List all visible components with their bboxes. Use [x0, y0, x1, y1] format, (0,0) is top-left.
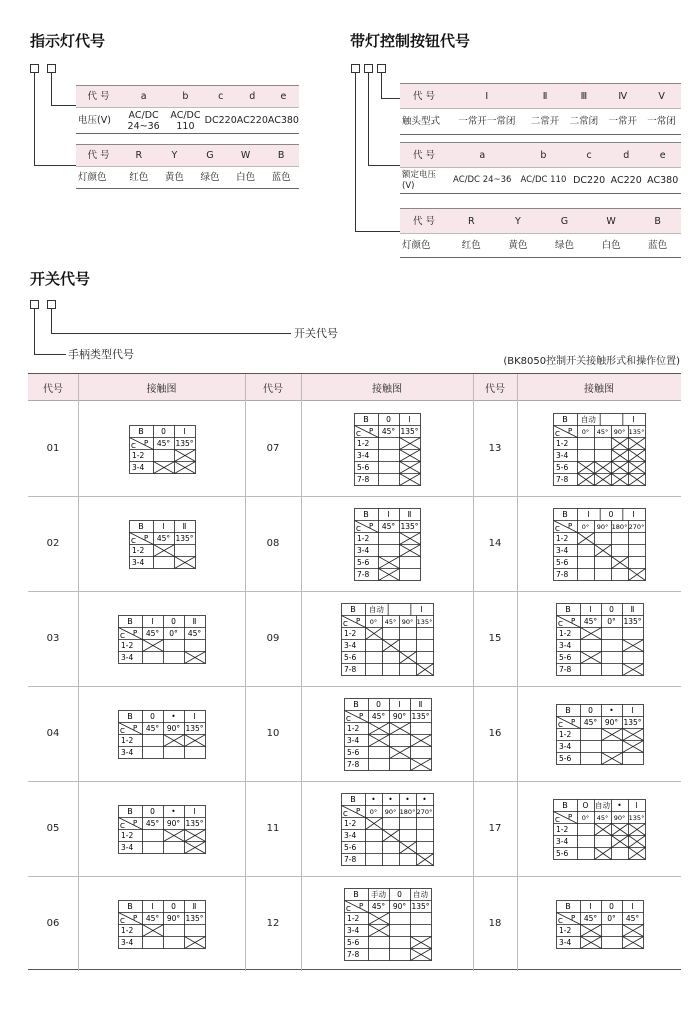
diagram-label: 5-6 — [357, 557, 370, 567]
diagram-label: C — [555, 429, 560, 438]
contact-diagram — [556, 603, 644, 676]
diagram-label: 0 — [150, 711, 155, 721]
diagram-label: 180° — [399, 807, 416, 816]
diagram-label: 45° — [145, 818, 160, 828]
diagram-label: 手动 — [370, 889, 386, 899]
diagram-label: P — [143, 438, 148, 447]
diagram-label: 5-6 — [346, 937, 359, 947]
diagram-label: 135° — [185, 723, 204, 733]
button-contact-table: 代 号 Ⅰ Ⅱ Ⅲ Ⅳ Ⅴ 触头型式 一常开一常闭 二常开 二常闭 一常开 一常闭 — [400, 83, 681, 135]
diagram-label: 3-4 — [131, 557, 144, 567]
diagram-label: 5-6 — [558, 652, 571, 662]
diagram-label: 5-6 — [346, 747, 359, 757]
diagram-label: 1-2 — [558, 628, 571, 638]
switch-code: 17 — [488, 822, 502, 834]
diagram-label: 0 — [587, 705, 593, 715]
diagram-label: Ⅰ — [632, 414, 635, 424]
diagram-label: 1-2 — [346, 913, 359, 923]
diagram-label: C — [557, 720, 563, 729]
diagram-label: 1-2 — [131, 545, 144, 555]
diagram-label: 5-6 — [344, 842, 357, 852]
diagram-label: P — [133, 723, 138, 732]
diagram-label: 7-8 — [556, 474, 569, 484]
diagram-label: 0° — [581, 813, 590, 822]
diagram-label: Ⅰ — [397, 699, 401, 709]
diagram-label: C — [130, 536, 136, 545]
diagram-label: C — [557, 619, 563, 628]
diagram-label: Ⅰ — [632, 509, 635, 519]
diagram-label: Ⅰ — [588, 604, 592, 614]
diagram-label: • — [171, 711, 176, 721]
diagram-label: 7-8 — [344, 664, 357, 674]
diagram-label: B — [352, 699, 359, 709]
diagram-label: Ⅰ — [387, 509, 390, 519]
diagram-label: B — [127, 901, 133, 911]
code-box — [30, 64, 39, 73]
switch-code: 16 — [488, 727, 502, 739]
diagram-label: 5-6 — [344, 652, 357, 662]
diagram-label: 1-2 — [556, 438, 569, 448]
switch-code: 05 — [46, 822, 60, 834]
diagram-label: 3-4 — [121, 747, 134, 757]
diagram-label: 1-2 — [357, 438, 370, 448]
contact-diagram — [118, 805, 206, 854]
diagram-label: 135° — [416, 617, 433, 626]
diagram-label: B — [564, 604, 571, 614]
diagram-label: 45° — [371, 711, 385, 721]
contact-diagram — [129, 425, 196, 474]
diagram-label: 3-4 — [558, 640, 571, 650]
diagram-label: 0 — [160, 426, 166, 436]
diagram-label: B — [352, 889, 359, 899]
diagram-label: C — [557, 916, 563, 925]
diagram-label: 45° — [596, 813, 609, 822]
diagram-label: P — [369, 426, 374, 435]
diagram-label: B — [350, 794, 356, 804]
diagram-label: Ⅰ — [630, 705, 634, 715]
diagram-label: 45° — [371, 901, 385, 911]
contact-diagram — [118, 900, 206, 949]
contact-diagram — [553, 413, 646, 486]
switch-code: 15 — [488, 632, 502, 644]
diagram-label: 90° — [596, 522, 609, 531]
diagram-label: 135° — [410, 711, 430, 721]
diagram-label: 45° — [384, 617, 397, 626]
switch-code: 06 — [46, 917, 60, 929]
diagram-label: 45° — [625, 913, 639, 923]
diagram-label: B — [564, 705, 571, 715]
contact-diagram — [341, 793, 434, 866]
diagram-label: C — [356, 524, 361, 533]
diagram-label: 90° — [613, 813, 626, 822]
diagram-label: 45° — [583, 717, 597, 727]
diagram-label: • — [608, 705, 614, 715]
switch-code: 07 — [266, 442, 280, 454]
diagram-label: 0 — [150, 806, 155, 816]
contact-diagram — [354, 508, 421, 581]
diagram-label: P — [570, 616, 575, 625]
diagram-label: Ⅰ — [151, 616, 154, 626]
diagram-label: 90° — [166, 723, 181, 733]
diagram-label: 3-4 — [558, 741, 571, 751]
button-voltage-table: 代 号 a b c d e 额定电压(V) AC/DC 24~36 AC/DC 110 DC220 AC220 AC380 — [400, 142, 681, 194]
diagram-label: Ⅱ — [418, 699, 422, 709]
diagram-label: 135° — [185, 818, 204, 828]
switch-code: 09 — [266, 632, 280, 644]
switch-code: 13 — [488, 442, 502, 454]
diagram-label: 135° — [628, 427, 645, 436]
diagram-label: 45° — [583, 616, 597, 626]
column-header-diagram: 接触图 — [78, 374, 245, 401]
switch-contact-table — [28, 373, 681, 970]
diagram-label: • — [422, 794, 427, 804]
diagram-label: 1-2 — [121, 830, 134, 840]
diagram-label: Ⅰ — [630, 901, 634, 911]
code-box — [47, 300, 56, 309]
diagram-label: 3-4 — [556, 836, 569, 846]
switch-code: 10 — [266, 727, 280, 739]
switch-code: 01 — [46, 442, 60, 454]
diagram-label: 0 — [608, 901, 614, 911]
column-header-code: 代号 — [473, 374, 517, 401]
diagram-label: P — [133, 628, 138, 637]
indicator-color-table: 代 号 R Y G W B 灯颜色 红色 黄色 绿色 白色 蓝色 — [76, 144, 299, 189]
diagram-label: 1-2 — [121, 925, 134, 935]
diagram-label: P — [358, 711, 363, 720]
diagram-label: B — [137, 521, 144, 531]
diagram-label: 90° — [401, 617, 414, 626]
diagram-label: B — [564, 901, 571, 911]
diagram-label: P — [356, 806, 361, 815]
contact-diagram — [344, 698, 432, 771]
diagram-label: P — [568, 812, 573, 821]
diagram-label: C — [345, 714, 351, 723]
diagram-label: P — [356, 616, 361, 625]
diagram-label: 1-2 — [131, 450, 144, 460]
section-title-indicator: 指示灯代号 — [30, 32, 106, 50]
contact-diagram — [553, 799, 646, 860]
switch-code: 11 — [266, 822, 280, 834]
diagram-label: C — [555, 815, 560, 824]
column-header-code: 代号 — [245, 374, 301, 401]
diagram-label: 3-4 — [121, 652, 134, 662]
diagram-label: 3-4 — [558, 937, 571, 947]
diagram-label: 45° — [381, 426, 396, 436]
diagram-label: 45° — [381, 521, 396, 531]
diagram-label: C — [356, 429, 361, 438]
diagram-label: C — [120, 631, 125, 640]
diagram-label: 1-2 — [121, 640, 134, 650]
diagram-label: 1-2 — [121, 735, 134, 745]
column-header-diagram: 接触图 — [517, 374, 681, 401]
column-header-diagram: 接触图 — [301, 374, 473, 401]
diagram-label: • — [405, 794, 410, 804]
diagram-label: C — [120, 821, 125, 830]
code-box — [364, 64, 373, 73]
diagram-label: P — [570, 717, 575, 726]
diagram-label: 90° — [166, 818, 181, 828]
diagram-label: 1-2 — [558, 925, 571, 935]
diagram-label: 3-4 — [121, 842, 134, 852]
diagram-label: 0 — [171, 616, 176, 626]
code-box — [30, 300, 39, 309]
diagram-label: Ⅱ — [630, 604, 634, 614]
diagram-label: P — [570, 913, 575, 922]
diagram-label: 3-4 — [357, 545, 370, 555]
diagram-label: P — [133, 818, 138, 827]
diagram-label: 135° — [400, 426, 419, 436]
diagram-label: 45° — [145, 628, 160, 638]
diagram-label: 自动 — [368, 604, 384, 614]
diagram-label: B — [562, 509, 568, 519]
diagram-label: Ⅱ — [192, 616, 197, 626]
diagram-label: Ⅰ — [408, 414, 411, 424]
diagram-label: O — [582, 800, 589, 810]
diagram-label: 1-2 — [346, 723, 359, 733]
diagram-label: 3-4 — [344, 640, 357, 650]
diagram-label: 135° — [410, 901, 430, 911]
switch-code: 02 — [46, 537, 60, 549]
diagram-label: 3-4 — [357, 450, 370, 460]
diagram-label: B — [562, 800, 568, 810]
contact-diagram — [344, 888, 432, 961]
contact-diagram — [556, 704, 644, 765]
diagram-label: 0° — [581, 522, 590, 531]
diagram-label: 7-8 — [357, 474, 370, 484]
column-header-code: 代号 — [28, 374, 78, 401]
contact-diagram — [553, 508, 646, 581]
diagram-label: C — [120, 916, 125, 925]
diagram-label: 45° — [583, 913, 597, 923]
diagram-label: 自动 — [580, 414, 596, 424]
diagram-label: • — [171, 806, 176, 816]
diagram-label: 3-4 — [346, 735, 359, 745]
diagram-label: 90° — [392, 901, 406, 911]
diagram-label: Ⅰ — [588, 901, 592, 911]
diagram-label: Ⅰ — [587, 509, 590, 519]
diagram-label: 3-4 — [346, 925, 359, 935]
diagram-label: 5-6 — [556, 462, 569, 472]
diagram-label: Ⅱ — [182, 521, 186, 531]
indicator-voltage-table: 代 号 a b c d e 电压(V) AC/DC 24~36 AC/DC 110 DC220 AC220 AC380 — [76, 85, 299, 134]
diagram-label: Ⅰ — [193, 711, 196, 721]
diagram-label: 90° — [613, 427, 626, 436]
diagram-label: B — [127, 806, 133, 816]
diagram-label: B — [350, 604, 356, 614]
diagram-label: 0 — [171, 901, 176, 911]
diagram-label: 270° — [416, 807, 433, 816]
diagram-label: 0 — [608, 509, 614, 519]
button-color-table: 代 号 R Y G W B 灯颜色 红色 黄色 绿色 白色 蓝色 — [400, 208, 681, 258]
diagram-label: 3-4 — [556, 450, 569, 460]
code-box — [47, 64, 56, 73]
diagram-label: 7-8 — [346, 949, 359, 959]
switch-code: 03 — [46, 632, 60, 644]
diagram-label: 0 — [396, 889, 402, 899]
diagram-label: 7-8 — [346, 759, 359, 769]
contact-diagram — [118, 615, 206, 664]
diagram-label: Ⅰ — [635, 800, 638, 810]
diagram-label: Ⅰ — [420, 604, 423, 614]
diagram-label: 135° — [622, 616, 642, 626]
diagram-label: 45° — [156, 438, 170, 448]
diagram-label: 0 — [386, 414, 391, 424]
diagram-label: B — [137, 426, 144, 436]
diagram-label: P — [568, 426, 573, 435]
diagram-label: 1-2 — [556, 824, 569, 834]
handle-code-label: 手柄类型代号 — [68, 348, 134, 361]
diagram-label: B — [562, 414, 568, 424]
contact-diagram — [556, 900, 644, 949]
diagram-label: C — [130, 441, 136, 450]
diagram-label: 135° — [400, 521, 419, 531]
diagram-label: C — [120, 726, 125, 735]
diagram-label: 0° — [169, 628, 178, 638]
diagram-label: 270° — [628, 522, 645, 531]
code-box — [351, 64, 360, 73]
diagram-label: 45° — [145, 913, 160, 923]
diagram-label: 自动 — [595, 800, 610, 810]
diagram-label: 0° — [369, 807, 378, 816]
contact-diagram — [118, 710, 206, 759]
diagram-label: 3-4 — [556, 545, 569, 555]
contact-diagram — [354, 413, 421, 486]
diagram-label: P — [133, 913, 138, 922]
diagram-label: 90° — [604, 717, 618, 727]
contact-diagram — [129, 520, 196, 569]
diagram-label: 3-4 — [131, 462, 144, 472]
diagram-label: 0° — [606, 616, 616, 626]
diagram-label: • — [371, 794, 376, 804]
diagram-label: 45° — [145, 723, 160, 733]
diagram-label: 90° — [384, 807, 397, 816]
diagram-label: 0 — [608, 604, 614, 614]
section-title-button: 带灯控制按钮代号 — [350, 32, 471, 50]
diagram-label: 1-2 — [344, 628, 357, 638]
diagram-label: 135° — [185, 913, 204, 923]
section-title-switch: 开关代号 — [30, 270, 91, 288]
diagram-label: 5-6 — [357, 462, 370, 472]
contact-diagram — [341, 603, 434, 676]
diagram-label: Ⅰ — [161, 521, 165, 531]
diagram-label: Ⅱ — [407, 509, 412, 519]
switch-code: 18 — [488, 917, 502, 929]
diagram-label: C — [555, 524, 560, 533]
diagram-label: 7-8 — [558, 664, 571, 674]
diagram-label: C — [343, 809, 348, 818]
diagram-label: 45° — [187, 628, 202, 638]
diagram-label: 5-6 — [558, 753, 571, 763]
diagram-label: 90° — [392, 711, 406, 721]
diagram-label: P — [143, 533, 148, 542]
diagram-label: 0° — [581, 427, 590, 436]
diagram-label: C — [345, 904, 351, 913]
diagram-label: 5-6 — [556, 848, 569, 858]
diagram-label: B — [127, 711, 133, 721]
diagram-label: Ⅰ — [182, 426, 186, 436]
diagram-label: 3-4 — [344, 830, 357, 840]
code-box — [377, 64, 386, 73]
diagram-label: 90° — [166, 913, 181, 923]
switch-code: 04 — [46, 727, 60, 739]
diagram-label: P — [568, 521, 573, 530]
diagram-label: 3-4 — [121, 937, 134, 947]
diagram-label: Ⅱ — [192, 901, 197, 911]
diagram-label: 1-2 — [556, 533, 569, 543]
diagram-label: 7-8 — [357, 569, 370, 579]
diagram-label: 135° — [622, 717, 642, 727]
diagram-label: 0 — [375, 699, 381, 709]
diagram-label: 7-8 — [344, 854, 357, 864]
diagram-label: 0° — [606, 913, 616, 923]
switch-code: 14 — [488, 537, 502, 549]
switch-code: 08 — [266, 537, 280, 549]
diagram-label: • — [388, 794, 393, 804]
diagram-label: C — [343, 619, 348, 628]
diagram-label: B — [363, 414, 369, 424]
diagram-label: B — [127, 616, 133, 626]
diagram-label: 7-8 — [556, 569, 569, 579]
switch-code-label: 开关代号 — [294, 327, 338, 340]
switch-note: (BK8050控制开关接触形式和操作位置) — [503, 356, 680, 367]
diagram-label: 135° — [174, 533, 194, 543]
diagram-label: 0° — [369, 617, 378, 626]
diagram-label: 1-2 — [344, 818, 357, 828]
switch-code: 12 — [266, 917, 280, 929]
diagram-label: Ⅰ — [193, 806, 196, 816]
diagram-label: 45° — [596, 427, 609, 436]
diagram-label: B — [363, 509, 369, 519]
diagram-label: Ⅰ — [151, 901, 154, 911]
diagram-label: • — [617, 800, 622, 810]
diagram-label: P — [369, 521, 374, 530]
diagram-label: 1-2 — [357, 533, 370, 543]
diagram-label: 135° — [174, 438, 194, 448]
diagram-label: 5-6 — [556, 557, 569, 567]
diagram-label: P — [358, 901, 363, 910]
diagram-label: 135° — [628, 813, 645, 822]
diagram-label: 自动 — [412, 889, 428, 899]
diagram-label: 180° — [611, 522, 628, 531]
diagram-label: 1-2 — [558, 729, 571, 739]
diagram-label: 45° — [156, 533, 170, 543]
